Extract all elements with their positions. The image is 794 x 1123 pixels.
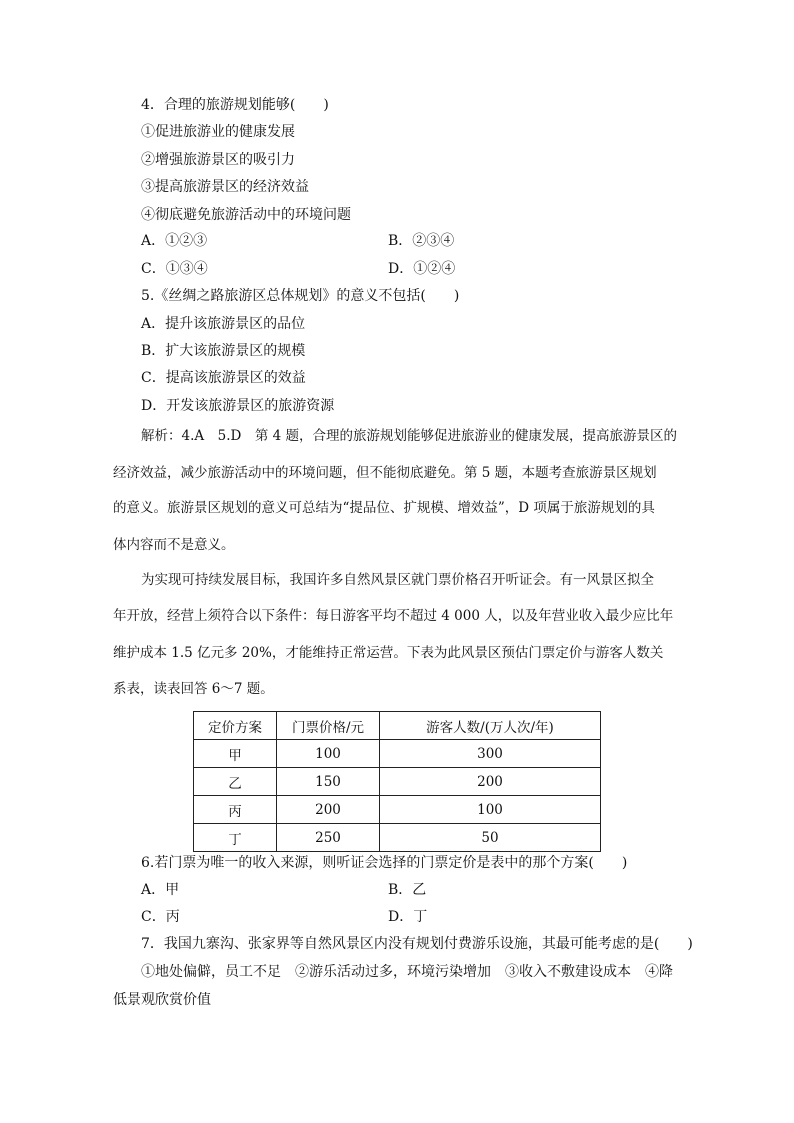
q5-option-a: A．提升该旅游景区的品位 (141, 316, 306, 332)
q6-option-c: C．丙 (141, 909, 180, 925)
table-header-cell: 定价方案 (194, 712, 277, 740)
q4-option-b: B．②③④ (388, 233, 455, 249)
material-line-4: 系表，读表回答 6～7 题。 (113, 681, 274, 697)
q5-option-c: C．提高该旅游景区的效益 (141, 370, 306, 386)
material-line-3: 维护成本 1.5 亿元多 20%，才能维持正常运营。下表为此风景区预估门票定价与游客人数关 (113, 645, 664, 661)
table-cell: 100 (380, 796, 601, 824)
table-cell: 300 (380, 740, 601, 768)
table-cell: 200 (277, 796, 380, 824)
q4-item-3: ③提高旅游景区的经济效益 (141, 179, 309, 195)
table-header-cell: 游客人数/(万人次/年) (380, 712, 601, 740)
q5-stem: 5.《丝绸之路旅游区总体规划》的意义不包括( ) (141, 288, 460, 304)
q6-option-b: B．乙 (388, 882, 427, 898)
price-table (193, 711, 601, 852)
analysis-line-4: 体内容而不是意义。 (113, 537, 235, 553)
table-row (194, 768, 601, 796)
table-cell: 100 (277, 740, 380, 768)
table-cell: 丙 (194, 796, 277, 824)
table-row (194, 740, 601, 768)
q4-item-4: ④彻底避免旅游活动中的环境问题 (141, 207, 351, 223)
table-cell: 甲 (194, 740, 277, 768)
analysis-line-2: 经济效益，减少旅游活动中的环境问题，但不能彻底避免。第 5 题，本题考查旅游景区规划 (113, 465, 657, 481)
table-cell: 250 (277, 824, 380, 852)
analysis-line-1: 解析：4.A 5.D 第 4 题，合理的旅游规划能够促进旅游业的健康发展，提高旅游景区的 (141, 428, 678, 444)
table-header-cell: 门票价格/元 (277, 712, 380, 740)
analysis-line-3: 的意义。旅游景区规划的意义可总结为“提品位、扩规模、增效益”，D 项属于旅游规划的具 (113, 500, 655, 516)
table-row (194, 824, 601, 852)
table-row (194, 796, 601, 824)
q7-options-line-2: 低景观欣赏价值 (113, 992, 211, 1008)
table-cell: 乙 (194, 768, 277, 796)
material-line-2: 年开放，经营上须符合以下条件：每日游客平均不超过 4 000 人，以及年营业收入最少应比年 (113, 608, 674, 624)
q6-option-d: D．丁 (388, 909, 428, 925)
q4-option-a: A．①②③ (141, 233, 208, 249)
table-cell: 200 (380, 768, 601, 796)
q4-item-2: ②增强旅游景区的吸引力 (141, 152, 295, 168)
q6-option-a: A．甲 (141, 882, 180, 898)
q4-stem: 4．合理的旅游规划能够( ) (141, 97, 329, 113)
table-cell: 50 (380, 824, 601, 852)
q7-options-line-1: ①地处偏僻，员工不足 ②游乐活动过多，环境污染增加 ③收入不敷建设成本 ④降 (141, 964, 673, 980)
q4-option-d: D．①②④ (388, 261, 456, 277)
table-header-row (194, 712, 601, 740)
q6-stem: 6.若门票为唯一的收入来源，则听证会选择的门票定价是表中的那个方案( ) (141, 855, 628, 871)
material-line-1: 为实现可持续发展目标，我国许多自然风景区就门票价格召开听证会。有一风景区拟全 (141, 572, 654, 588)
q5-option-b: B．扩大该旅游景区的规模 (141, 343, 306, 359)
q4-option-c: C．①③④ (141, 261, 208, 277)
table-cell: 150 (277, 768, 380, 796)
q5-option-d: D．开发该旅游景区的旅游资源 (141, 398, 335, 414)
q4-item-1: ①促进旅游业的健康发展 (141, 124, 295, 140)
q7-stem: 7．我国九寨沟、张家界等自然风景区内没有规划付费游乐设施，其最可能考虑的是( ) (141, 936, 693, 952)
table-cell: 丁 (194, 824, 277, 852)
